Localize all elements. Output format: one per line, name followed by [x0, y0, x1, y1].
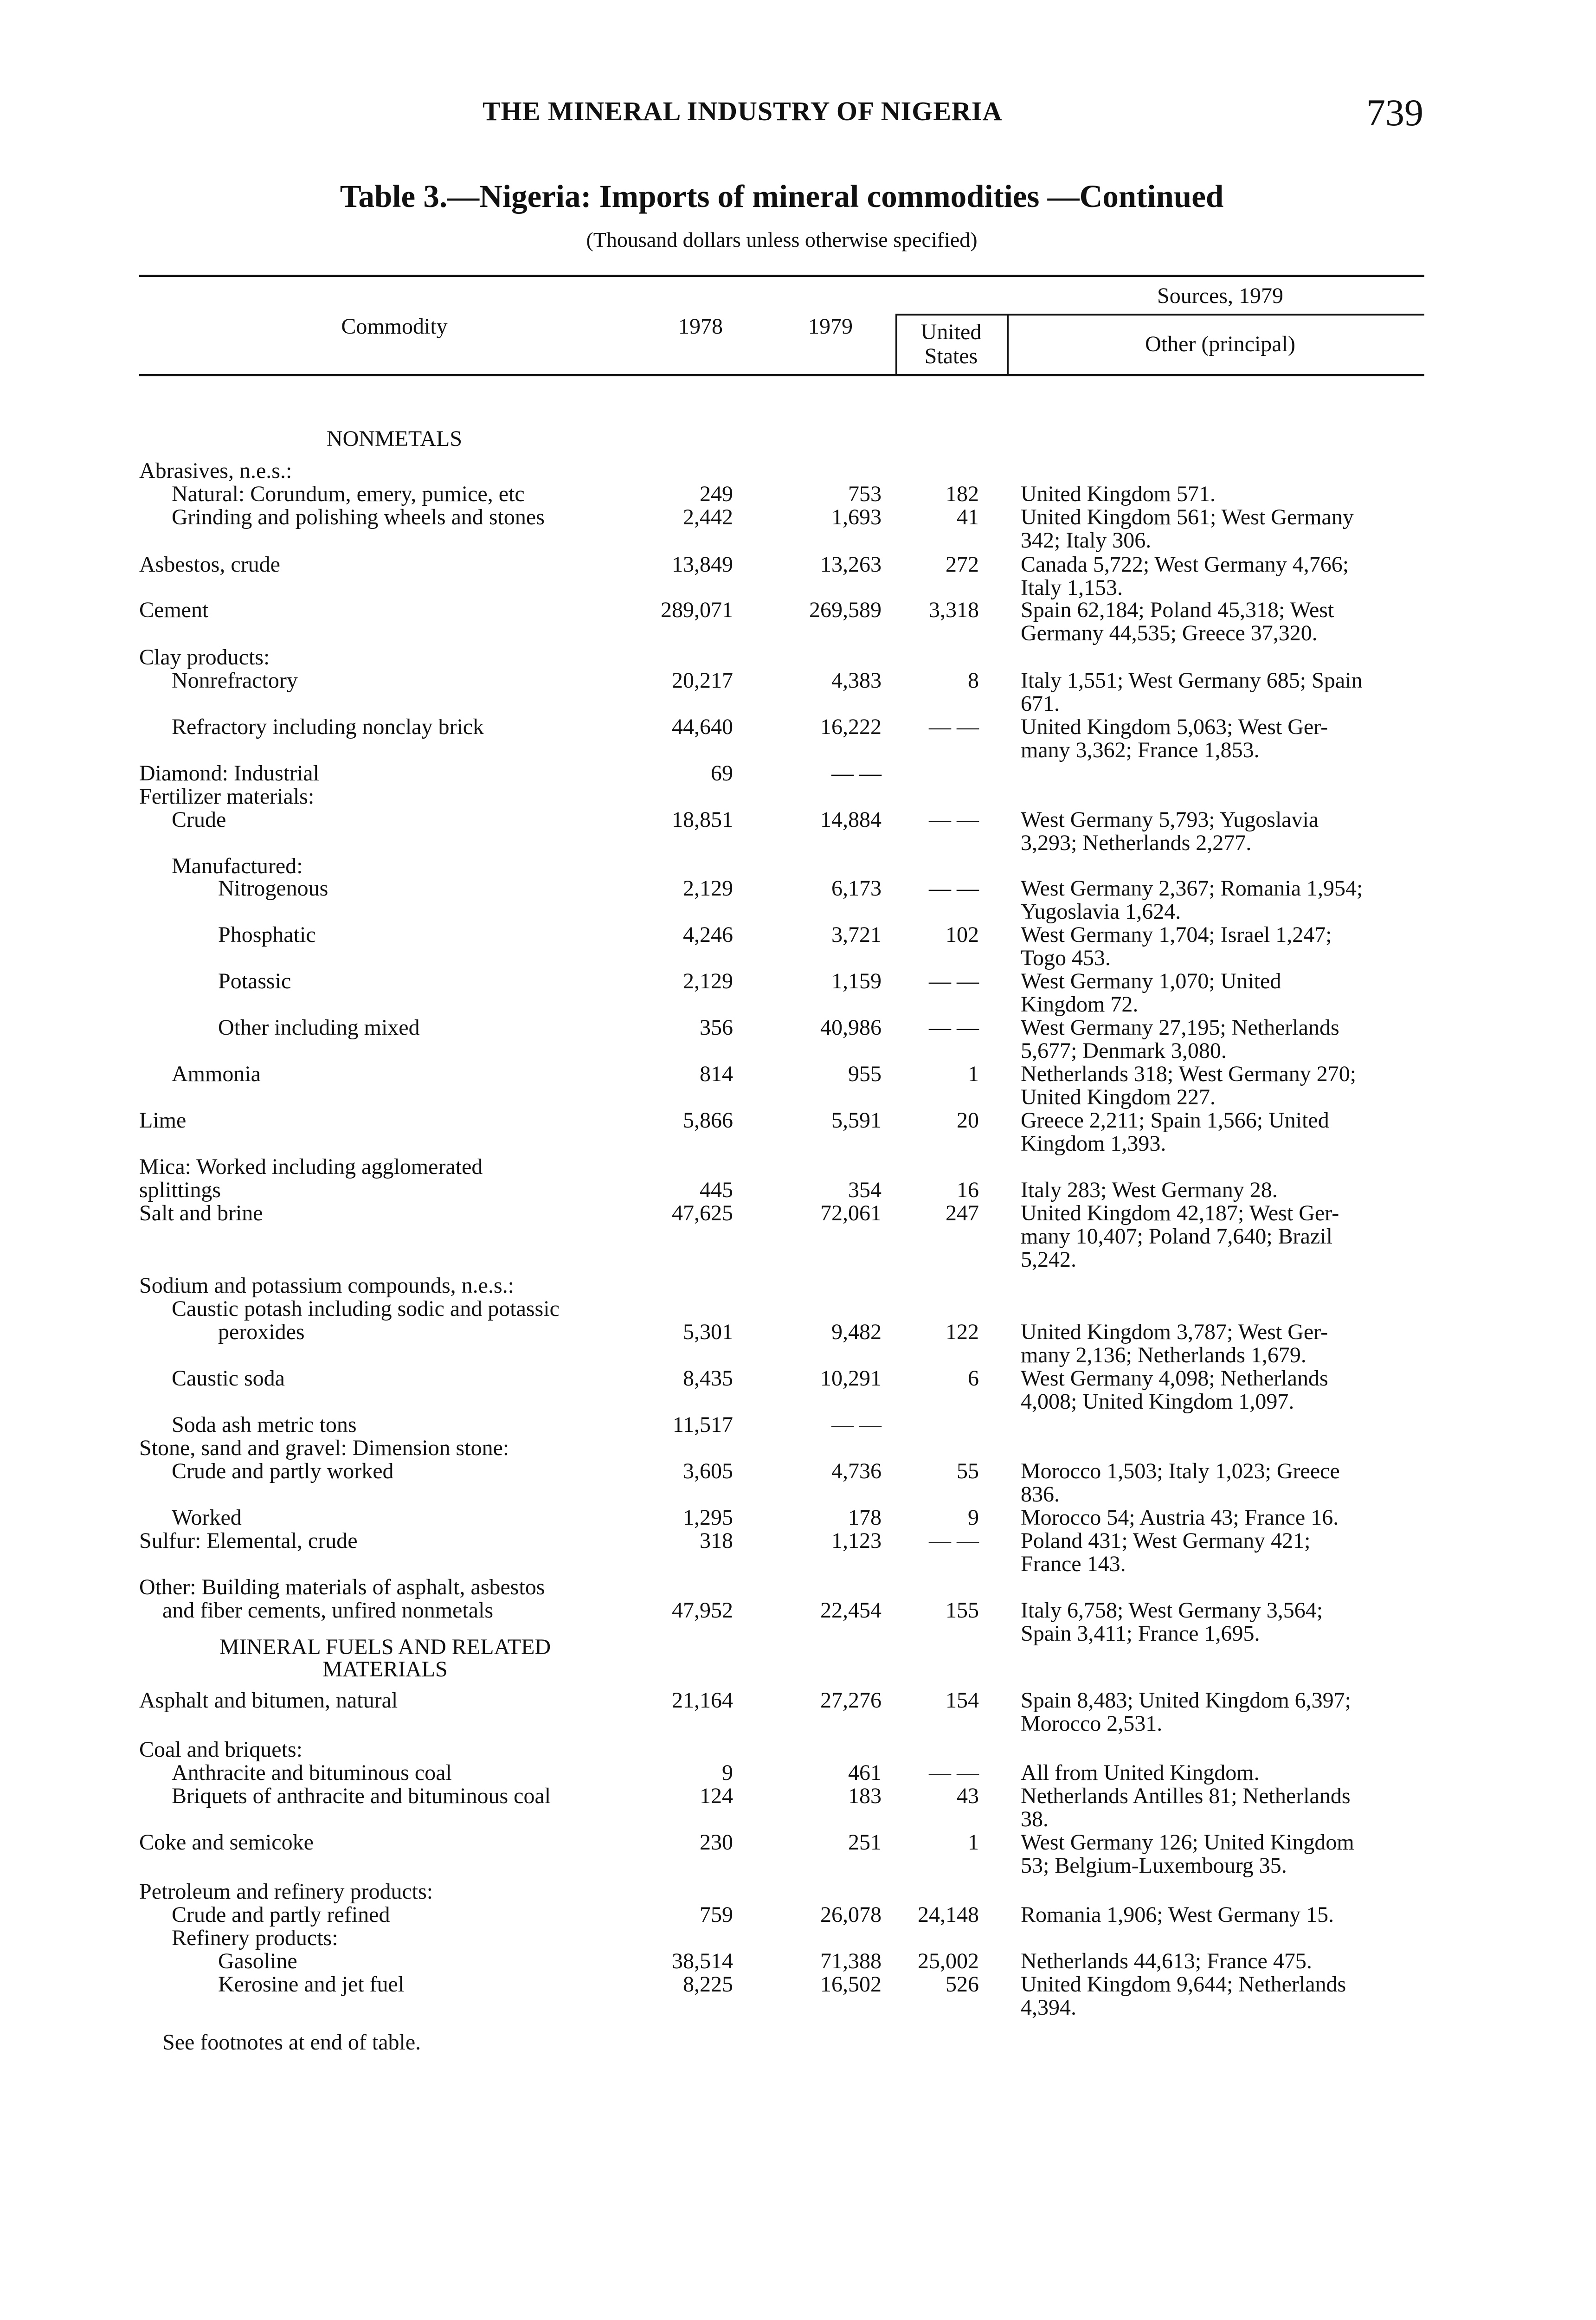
commodity-cell: Refractory including nonclay brick	[172, 715, 484, 739]
commodity-cell: Mica: Worked including agglomerated	[139, 1155, 483, 1179]
other-sources-cell: Italy 1,551; West Germany 685; Spain	[1021, 668, 1363, 693]
other-sources-cell: Canada 5,722; West Germany 4,766;	[1021, 552, 1349, 577]
table-row	[0, 1155, 1596, 1179]
value-1978-cell: 9	[722, 1760, 733, 1785]
other-sources-cell: United Kingdom 42,187; West Ger-	[1021, 1201, 1339, 1225]
value-1978-cell: 814	[700, 1062, 733, 1086]
united-states-cell: 9	[968, 1505, 979, 1530]
other-sources-cell: 53; Belgium-Luxembourg 35.	[1021, 1853, 1287, 1878]
other-sources-cell: Italy 1,153.	[1021, 575, 1123, 600]
other-sources-cell: 836.	[1021, 1482, 1060, 1507]
other-sources-cell: many 3,362; France 1,853.	[1021, 738, 1260, 762]
value-1978-cell: 2,129	[683, 969, 733, 993]
commodity-cell: Fertilizer materials:	[139, 785, 315, 808]
value-1979-cell: 1,693	[831, 505, 882, 529]
table-row	[0, 1854, 1596, 1877]
value-1979-cell: 354	[848, 1178, 882, 1202]
other-sources-cell: Italy 283; West Germany 28.	[1021, 1178, 1278, 1202]
table-row	[0, 1109, 1596, 1132]
value-1979-cell: 22,454	[820, 1598, 882, 1623]
section-fuels-line2: MATERIALS	[322, 1657, 448, 1682]
commodity-cell: Stone, sand and gravel: Dimension stone:	[139, 1437, 509, 1460]
table-row	[0, 1344, 1596, 1367]
value-1979-cell: 27,276	[820, 1688, 882, 1713]
header-other: Other (principal)	[1145, 332, 1295, 356]
united-states-cell: 41	[957, 505, 979, 529]
value-1979-cell: — —	[831, 761, 882, 786]
other-sources-cell: Kingdom 1,393.	[1021, 1131, 1166, 1156]
table-row	[0, 553, 1596, 576]
table-row	[0, 669, 1596, 692]
commodity-cell: Manufactured:	[172, 855, 303, 878]
other-sources-cell: Netherlands 318; West Germany 270;	[1021, 1062, 1357, 1086]
value-1978-cell: 5,301	[683, 1320, 733, 1344]
value-1978-cell: 3,605	[683, 1459, 733, 1483]
header-commodity: Commodity	[341, 314, 448, 339]
table-row	[0, 1903, 1596, 1927]
table-row	[0, 1712, 1596, 1735]
other-sources-cell: All from United Kingdom.	[1021, 1760, 1260, 1785]
value-1978-cell: 44,640	[672, 715, 733, 739]
value-1978-cell: 18,851	[672, 807, 733, 832]
commodity-cell: Phosphatic	[218, 923, 316, 947]
value-1978-cell: 2,442	[683, 505, 733, 529]
other-sources-cell: United Kingdom 561; West Germany	[1021, 505, 1354, 529]
sources-rule	[895, 314, 1424, 316]
table-row	[0, 529, 1596, 552]
commodity-cell: and fiber cements, unfired nonmetals	[162, 1599, 494, 1622]
other-sources-cell: Italy 6,758; West Germany 3,564;	[1021, 1598, 1323, 1623]
other-sources-cell: Morocco 54; Austria 43; France 16.	[1021, 1505, 1339, 1530]
table-row	[0, 483, 1596, 506]
table-row	[0, 1179, 1596, 1202]
united-states-cell: — —	[929, 876, 979, 901]
other-sources-cell: 671.	[1021, 691, 1060, 716]
value-1978-cell: 445	[700, 1178, 733, 1202]
value-1979-cell: 9,482	[831, 1320, 882, 1344]
commodity-cell: Abrasives, n.e.s.:	[139, 459, 292, 483]
commodity-cell: splittings	[139, 1179, 221, 1202]
header-1979: 1979	[808, 314, 853, 339]
commodity-cell: Caustic potash including sodic and potassic	[172, 1297, 560, 1321]
table-row	[0, 1529, 1596, 1553]
value-1978-cell: 8,435	[683, 1366, 733, 1391]
header-united-states: United States	[920, 320, 982, 368]
table-row	[0, 923, 1596, 947]
commodity-cell: Briquets of anthracite and bituminous coal	[172, 1785, 551, 1808]
table-row	[0, 739, 1596, 762]
commodity-cell: peroxides	[218, 1321, 305, 1344]
other-sources-cell: 342; Italy 306.	[1021, 528, 1152, 553]
section-nonmetals: NONMETALS	[326, 426, 463, 451]
other-sources-cell: 3,293; Netherlands 2,277.	[1021, 831, 1252, 855]
united-states-cell: 8	[968, 668, 979, 693]
united-states-cell: 20	[957, 1108, 979, 1133]
value-1979-cell: 10,291	[820, 1366, 882, 1391]
table-row	[0, 1927, 1596, 1950]
commodity-cell: Coal and briquets:	[139, 1738, 302, 1761]
other-sources-cell: Togo 453.	[1021, 946, 1111, 970]
other-sources-cell: Poland 431; West Germany 421;	[1021, 1528, 1311, 1553]
united-states-cell: 25,002	[918, 1949, 979, 1973]
commodity-cell: Ammonia	[172, 1063, 261, 1086]
table-row	[0, 576, 1596, 599]
table-title: Table 3.—Nigeria: Imports of mineral commodities —Continued	[340, 179, 1224, 214]
value-1979-cell: 269,589	[809, 598, 882, 622]
other-sources-cell: France 143.	[1021, 1552, 1126, 1576]
united-states-cell: 247	[946, 1201, 979, 1225]
value-1979-cell: 16,502	[820, 1972, 882, 1997]
value-1978-cell: 318	[700, 1528, 733, 1553]
other-sources-cell: West Germany 4,098; Netherlands	[1021, 1366, 1328, 1391]
table-row	[0, 1738, 1596, 1761]
value-1978-cell: 38,514	[672, 1949, 733, 1973]
value-1979-cell: 4,383	[831, 668, 882, 693]
other-sources-cell: Morocco 1,503; Italy 1,023; Greece	[1021, 1459, 1340, 1483]
commodity-cell: Natural: Corundum, emery, pumice, etc	[172, 483, 525, 506]
table-row	[0, 622, 1596, 645]
table-row	[0, 1599, 1596, 1622]
united-states-cell: 55	[957, 1459, 979, 1483]
table-row	[0, 1689, 1596, 1712]
value-1979-cell: 6,173	[831, 876, 882, 901]
table-row	[0, 1831, 1596, 1854]
value-1979-cell: 178	[848, 1505, 882, 1530]
commodity-cell: Anthracite and bituminous coal	[172, 1761, 452, 1785]
value-1978-cell: 289,071	[661, 598, 733, 622]
table-row	[0, 1973, 1596, 1996]
united-states-cell: 154	[946, 1688, 979, 1713]
value-1978-cell: 2,129	[683, 876, 733, 901]
table-row	[0, 900, 1596, 923]
table-row	[0, 1225, 1596, 1248]
table-row	[0, 970, 1596, 993]
value-1979-cell: 13,263	[820, 552, 882, 577]
other-sources-cell: United Kingdom 3,787; West Ger-	[1021, 1320, 1328, 1344]
other-sources-cell: 5,677; Denmark 3,080.	[1021, 1038, 1227, 1063]
table-row	[0, 715, 1596, 739]
commodity-cell: Crude	[172, 808, 226, 831]
table-row	[0, 1063, 1596, 1086]
table-row	[0, 831, 1596, 855]
commodity-cell: Nonrefractory	[172, 669, 298, 692]
value-1978-cell: 21,164	[672, 1688, 733, 1713]
commodity-cell: Potassic	[218, 970, 291, 993]
united-states-cell: 6	[968, 1366, 979, 1391]
value-1978-cell: 124	[700, 1784, 733, 1808]
value-1978-cell: 356	[700, 1015, 733, 1040]
commodity-cell: Crude and partly worked	[172, 1460, 394, 1483]
commodity-cell: Cement	[139, 599, 209, 622]
value-1978-cell: 8,225	[683, 1972, 733, 1997]
united-states-cell: — —	[929, 715, 979, 739]
other-sources-cell: West Germany 27,195; Netherlands	[1021, 1015, 1339, 1040]
value-1979-cell: 955	[848, 1062, 882, 1086]
table-row	[0, 1390, 1596, 1413]
value-1979-cell: 26,078	[820, 1902, 882, 1927]
table-row	[0, 877, 1596, 900]
table-row	[0, 1576, 1596, 1599]
commodity-cell: Petroleum and refinery products:	[139, 1880, 433, 1903]
value-1978-cell: 20,217	[672, 668, 733, 693]
other-sources-cell: United Kingdom 9,644; Netherlands	[1021, 1972, 1346, 1997]
commodity-cell: Sodium and potassium compounds, n.e.s.:	[139, 1274, 514, 1297]
value-1978-cell: 1,295	[683, 1505, 733, 1530]
united-states-cell: 182	[946, 482, 979, 506]
header-1978: 1978	[678, 314, 723, 339]
table-row	[0, 1506, 1596, 1529]
commodity-cell: Refinery products:	[172, 1927, 338, 1950]
other-sources-cell: United Kingdom 571.	[1021, 482, 1216, 506]
other-sources-cell: United Kingdom 227.	[1021, 1085, 1216, 1109]
table-row	[0, 1413, 1596, 1437]
table-row	[0, 692, 1596, 715]
commodity-cell: Other including mixed	[218, 1016, 420, 1039]
table-row	[0, 459, 1596, 483]
other-sources-cell: Netherlands Antilles 81; Netherlands	[1021, 1784, 1351, 1808]
table-row	[0, 599, 1596, 622]
table-row	[0, 1274, 1596, 1297]
value-1978-cell: 759	[700, 1902, 733, 1927]
table-row	[0, 1297, 1596, 1321]
commodity-cell: Worked	[172, 1506, 242, 1529]
united-states-cell: 102	[946, 922, 979, 947]
table-row	[0, 1321, 1596, 1344]
united-states-cell: — —	[929, 807, 979, 832]
table-row	[0, 1039, 1596, 1063]
other-sources-cell: Spain 3,411; France 1,695.	[1021, 1621, 1260, 1646]
united-states-cell: 272	[946, 552, 979, 577]
commodity-cell: Crude and partly refined	[172, 1903, 390, 1927]
table-subtitle: (Thousand dollars unless otherwise specified)	[586, 228, 978, 251]
value-1978-cell: 230	[700, 1830, 733, 1855]
table-row	[0, 785, 1596, 808]
united-states-cell: — —	[929, 969, 979, 993]
commodity-cell: Lime	[139, 1109, 187, 1132]
table-row	[0, 1950, 1596, 1973]
table-header-rule	[139, 374, 1424, 376]
other-sources-cell: 4,008; United Kingdom 1,097.	[1021, 1389, 1294, 1414]
value-1979-cell: 1,123	[831, 1528, 882, 1553]
table-row	[0, 1367, 1596, 1390]
other-sources-cell: West Germany 126; United Kingdom	[1021, 1830, 1354, 1855]
value-1979-cell: 1,159	[831, 969, 882, 993]
table-row	[0, 506, 1596, 529]
commodity-cell: Clay products:	[139, 646, 270, 669]
other-sources-cell: Greece 2,211; Spain 1,566; United	[1021, 1108, 1329, 1133]
table-row	[0, 762, 1596, 785]
value-1979-cell: 183	[848, 1784, 882, 1808]
united-states-cell: 3,318	[929, 598, 979, 622]
value-1979-cell: 16,222	[820, 715, 882, 739]
table-row	[0, 1996, 1596, 2019]
table-row	[0, 1785, 1596, 1808]
commodity-cell: Sulfur: Elemental, crude	[139, 1529, 358, 1553]
united-states-cell: 155	[946, 1598, 979, 1623]
other-sources-cell: Netherlands 44,613; France 475.	[1021, 1949, 1312, 1973]
value-1978-cell: 11,517	[672, 1412, 733, 1437]
other-sources-cell: Yugoslavia 1,624.	[1021, 899, 1181, 924]
united-states-cell: — —	[929, 1760, 979, 1785]
united-states-cell: — —	[929, 1015, 979, 1040]
us-left-rule	[895, 314, 897, 374]
table-row	[0, 1808, 1596, 1831]
other-sources-cell: West Germany 1,704; Israel 1,247;	[1021, 922, 1332, 947]
united-states-cell: — —	[929, 1528, 979, 1553]
value-1979-cell: 753	[848, 482, 882, 506]
table-row	[0, 1016, 1596, 1039]
commodity-cell: Salt and brine	[139, 1202, 263, 1225]
other-sources-cell: West Germany 5,793; Yugoslavia	[1021, 807, 1319, 832]
other-sources-cell: Morocco 2,531.	[1021, 1711, 1163, 1736]
table-row	[0, 1437, 1596, 1460]
united-states-cell: 526	[946, 1972, 979, 1997]
commodity-cell: Other: Building materials of asphalt, asbestos	[139, 1576, 545, 1599]
commodity-cell: Nitrogenous	[218, 877, 328, 900]
united-states-cell: 1	[968, 1062, 979, 1086]
value-1979-cell: 251	[848, 1830, 882, 1855]
commodity-cell: Grinding and polishing wheels and stones	[172, 506, 545, 529]
table-row	[0, 1460, 1596, 1483]
value-1978-cell: 47,952	[672, 1598, 733, 1623]
value-1979-cell: 14,884	[820, 807, 882, 832]
table-footnote: See footnotes at end of table.	[162, 2030, 421, 2055]
commodity-cell: Coke and semicoke	[139, 1831, 314, 1854]
other-sources-cell: 4,394.	[1021, 1995, 1076, 2020]
value-1979-cell: 40,986	[820, 1015, 882, 1040]
united-states-cell: 43	[957, 1784, 979, 1808]
table-row	[0, 855, 1596, 878]
other-sources-cell: many 10,407; Poland 7,640; Brazil	[1021, 1224, 1332, 1249]
value-1979-cell: 72,061	[820, 1201, 882, 1225]
table-row	[0, 1761, 1596, 1785]
united-states-cell: 24,148	[918, 1902, 979, 1927]
value-1978-cell: 47,625	[672, 1201, 733, 1225]
commodity-cell: Kerosine and jet fuel	[218, 1973, 405, 1996]
value-1978-cell: 4,246	[683, 922, 733, 947]
other-sources-cell: United Kingdom 5,063; West Ger-	[1021, 715, 1328, 739]
table-row	[0, 1202, 1596, 1225]
commodity-cell: Caustic soda	[172, 1367, 285, 1390]
other-sources-cell: Romania 1,906; West Germany 15.	[1021, 1902, 1334, 1927]
value-1978-cell: 13,849	[672, 552, 733, 577]
value-1979-cell: 71,388	[820, 1949, 882, 1973]
value-1979-cell: — —	[831, 1412, 882, 1437]
value-1979-cell: 4,736	[831, 1459, 882, 1483]
table-top-rule	[139, 275, 1424, 277]
other-sources-cell: Spain 62,184; Poland 45,318; West	[1021, 598, 1334, 622]
value-1978-cell: 5,866	[683, 1108, 733, 1133]
other-sources-cell: West Germany 1,070; United	[1021, 969, 1281, 993]
value-1979-cell: 5,591	[831, 1108, 882, 1133]
other-sources-cell: 38.	[1021, 1807, 1049, 1831]
commodity-cell: Asphalt and bitumen, natural	[139, 1689, 398, 1712]
table-row	[0, 947, 1596, 970]
table-row	[0, 1553, 1596, 1576]
table-row	[0, 1132, 1596, 1155]
commodity-cell: Diamond: Industrial	[139, 762, 319, 785]
other-sources-cell: Germany 44,535; Greece 37,320.	[1021, 621, 1318, 645]
united-states-cell: 1	[968, 1830, 979, 1855]
other-sources-cell: many 2,136; Netherlands 1,679.	[1021, 1343, 1306, 1367]
commodity-cell: Asbestos, crude	[139, 553, 280, 576]
page-number: 739	[1366, 91, 1423, 134]
value-1978-cell: 69	[711, 761, 733, 786]
table-row	[0, 1622, 1596, 1645]
commodity-cell: Soda ash metric tons	[172, 1413, 357, 1437]
value-1979-cell: 461	[848, 1760, 882, 1785]
running-header: THE MINERAL INDUSTRY OF NIGERIA	[483, 96, 1003, 126]
section-fuels-line1: MINERAL FUELS AND RELATED	[219, 1635, 551, 1659]
us-right-rule	[1007, 314, 1009, 374]
united-states-cell: 122	[946, 1320, 979, 1344]
other-sources-cell: Spain 8,483; United Kingdom 6,397;	[1021, 1688, 1351, 1713]
commodity-cell: Gasoline	[218, 1950, 297, 1973]
united-states-cell: 16	[957, 1178, 979, 1202]
table-row	[0, 1248, 1596, 1271]
table-row	[0, 993, 1596, 1016]
other-sources-cell: West Germany 2,367; Romania 1,954;	[1021, 876, 1363, 901]
value-1978-cell: 249	[700, 482, 733, 506]
value-1979-cell: 3,721	[831, 922, 882, 947]
header-sources: Sources, 1979	[1157, 284, 1283, 308]
other-sources-cell: 5,242.	[1021, 1247, 1076, 1272]
other-sources-cell: Kingdom 72.	[1021, 992, 1139, 1017]
table-row	[0, 1483, 1596, 1506]
table-row	[0, 1880, 1596, 1903]
table-row	[0, 808, 1596, 831]
table-row	[0, 1086, 1596, 1109]
table-row	[0, 646, 1596, 669]
